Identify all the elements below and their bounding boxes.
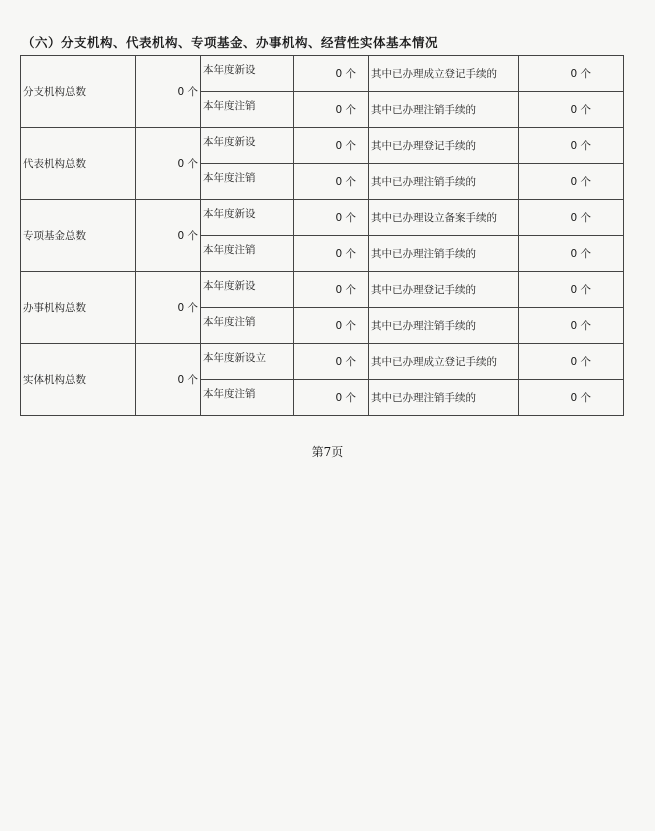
cancel-sub-label: 其中已办理注销手续的 [369, 380, 519, 416]
category-label: 专项基金总数 [21, 200, 136, 272]
new-sub-label: 其中已办理成立登记手续的 [369, 56, 519, 92]
table-row [21, 344, 624, 380]
cancel-label: 本年度注销 [201, 164, 294, 200]
cancel-label: 本年度注销 [201, 92, 294, 128]
section-title: （六）分支机构、代表机构、专项基金、办事机构、经营性实体基本情况 [22, 35, 439, 50]
table-row [21, 56, 624, 92]
new-label: 本年度新设立 [201, 344, 294, 380]
new-label: 本年度新设 [201, 128, 294, 164]
page-number: 第7页 [311, 445, 344, 459]
total-count: 0 个 [136, 344, 201, 416]
cancel-label: 本年度注销 [201, 308, 294, 344]
new-sub-label: 其中已办理设立备案手续的 [369, 200, 519, 236]
new-sub-count: 0 个 [519, 128, 624, 164]
cancel-sub-count: 0 个 [519, 236, 624, 272]
new-count: 0 个 [294, 128, 369, 164]
new-count: 0 个 [294, 200, 369, 236]
cancel-sub-label: 其中已办理注销手续的 [369, 164, 519, 200]
new-sub-count: 0 个 [519, 200, 624, 236]
table-row [21, 200, 624, 236]
new-count: 0 个 [294, 56, 369, 92]
total-count: 0 个 [136, 200, 201, 272]
new-sub-count: 0 个 [519, 344, 624, 380]
total-count: 0 个 [136, 128, 201, 200]
total-count: 0 个 [136, 56, 201, 128]
cancel-label: 本年度注销 [201, 380, 294, 416]
cancel-sub-count: 0 个 [519, 92, 624, 128]
table-row [21, 272, 624, 308]
cancel-sub-count: 0 个 [519, 380, 624, 416]
new-sub-count: 0 个 [519, 272, 624, 308]
cancel-count: 0 个 [294, 92, 369, 128]
cancel-count: 0 个 [294, 164, 369, 200]
category-label: 实体机构总数 [21, 344, 136, 416]
new-label: 本年度新设 [201, 272, 294, 308]
new-count: 0 个 [294, 272, 369, 308]
new-sub-label: 其中已办理成立登记手续的 [369, 344, 519, 380]
cancel-sub-label: 其中已办理注销手续的 [369, 236, 519, 272]
cancel-sub-label: 其中已办理注销手续的 [369, 92, 519, 128]
cancel-count: 0 个 [294, 308, 369, 344]
cancel-count: 0 个 [294, 236, 369, 272]
institutions-table [20, 55, 624, 416]
cancel-sub-count: 0 个 [519, 308, 624, 344]
cancel-sub-count: 0 个 [519, 164, 624, 200]
table-row [21, 128, 624, 164]
category-label: 代表机构总数 [21, 128, 136, 200]
new-label: 本年度新设 [201, 200, 294, 236]
cancel-label: 本年度注销 [201, 236, 294, 272]
cancel-sub-label: 其中已办理注销手续的 [369, 308, 519, 344]
new-count: 0 个 [294, 344, 369, 380]
new-sub-label: 其中已办理登记手续的 [369, 128, 519, 164]
cancel-count: 0 个 [294, 380, 369, 416]
new-sub-label: 其中已办理登记手续的 [369, 272, 519, 308]
new-label: 本年度新设 [201, 56, 294, 92]
total-count: 0 个 [136, 272, 201, 344]
new-sub-count: 0 个 [519, 56, 624, 92]
category-label: 办事机构总数 [21, 272, 136, 344]
category-label: 分支机构总数 [21, 56, 136, 128]
